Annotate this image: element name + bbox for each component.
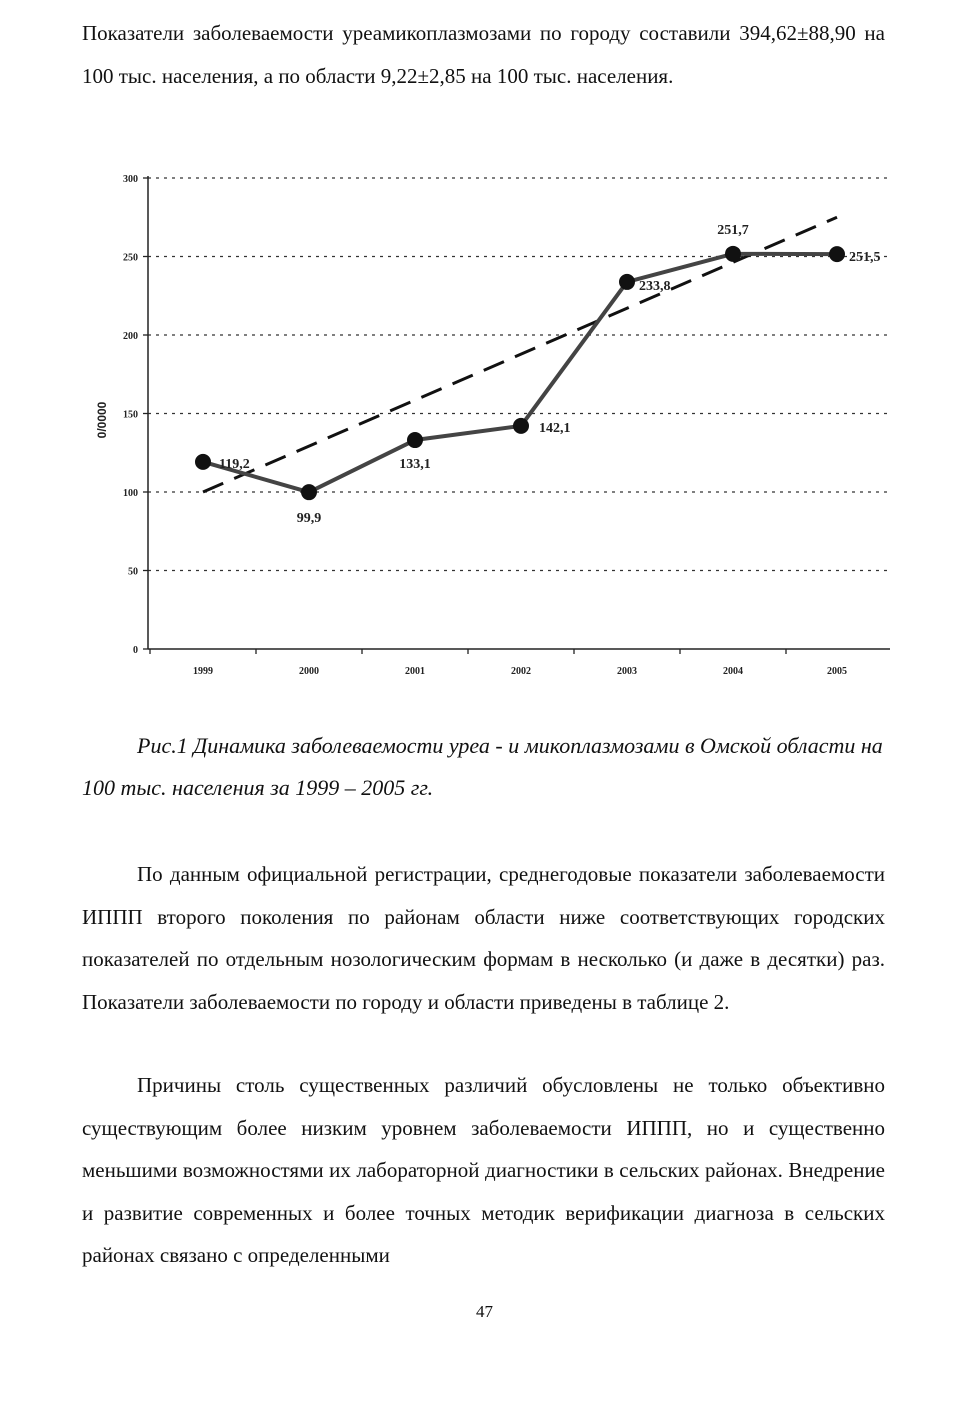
data-point-marker <box>407 432 423 448</box>
y-tick-label: 200 <box>123 331 138 342</box>
x-tick-label: 2005 <box>827 666 847 677</box>
data-points <box>195 246 845 500</box>
data-label: 142,1 <box>539 420 571 436</box>
x-tick-label: 2001 <box>405 666 425 677</box>
series-line <box>203 254 837 492</box>
data-point-marker <box>195 454 211 470</box>
chart-gridlines <box>148 178 890 571</box>
y-tick-label: 300 <box>123 174 138 185</box>
x-tick-label: 2002 <box>511 666 531 677</box>
x-axis-tick-labels <box>193 666 847 677</box>
x-tick-label: 2003 <box>617 666 637 677</box>
body-paragraph-2: Причины столь существенных различий обусловлены не только объективно существующим более низким уровнем заболеваемости ИППП, но и существенно меньшими возможностями их лабораторной диагностики в сельских районах. Внедрение и развитие современных и более точных методик верификации диагноза в сельских районах связано с определенными <box>82 1073 885 1267</box>
data-label: 251,5 <box>849 250 881 266</box>
page-number: 47 <box>476 1302 493 1321</box>
x-tick-label: 1999 <box>193 666 213 677</box>
figure-caption: Рис.1 Динамика заболеваемости уреа - и микоплазмозами в Омской области на 100 тыс. населения за 1999 – 2005 гг. <box>82 733 883 800</box>
chart-axes <box>143 176 890 654</box>
data-point-marker <box>513 418 529 434</box>
y-tick-label: 50 <box>128 566 138 578</box>
intro-paragraph: Показатели заболеваемости уреамикоплазмозами по городу составили 394,62±88,90 на 100 тыс. населения, а по области 9,22±2,85 на 100 тыс. населения. <box>82 21 885 88</box>
data-point-marker <box>301 484 317 500</box>
y-tick-label: 150 <box>123 409 138 421</box>
y-tick-label: 250 <box>123 252 138 264</box>
data-label: 119,2 <box>219 456 250 472</box>
trend-line-path <box>203 217 837 492</box>
data-label: 251,7 <box>717 222 749 238</box>
data-label: 99,9 <box>296 511 322 527</box>
y-tick-label: 100 <box>123 488 138 499</box>
x-tick-label: 2004 <box>723 666 743 677</box>
data-point-marker <box>725 246 741 262</box>
data-label: 233,8 <box>639 278 671 294</box>
data-label: 133,1 <box>399 457 431 473</box>
y-axis-tick-labels <box>123 174 138 656</box>
data-point-marker <box>619 274 635 290</box>
trend-line <box>203 217 837 492</box>
data-series <box>203 254 837 492</box>
data-point-marker <box>829 246 845 262</box>
body-paragraph-1: По данным официальной регистрации, среднегодовые показатели заболеваемости ИППП второго поколения по районам области ниже соответствующих городских показателей по отдельным нозологическим формам в несколько (и даже в десятки) раз. Показатели заболеваемости по городу и области приведены в таблице 2. <box>82 862 885 1014</box>
data-labels <box>219 223 881 526</box>
y-tick-label: 0 <box>133 645 138 656</box>
x-tick-label: 2000 <box>299 666 319 677</box>
y-axis-label: 0/0000 <box>95 401 109 439</box>
